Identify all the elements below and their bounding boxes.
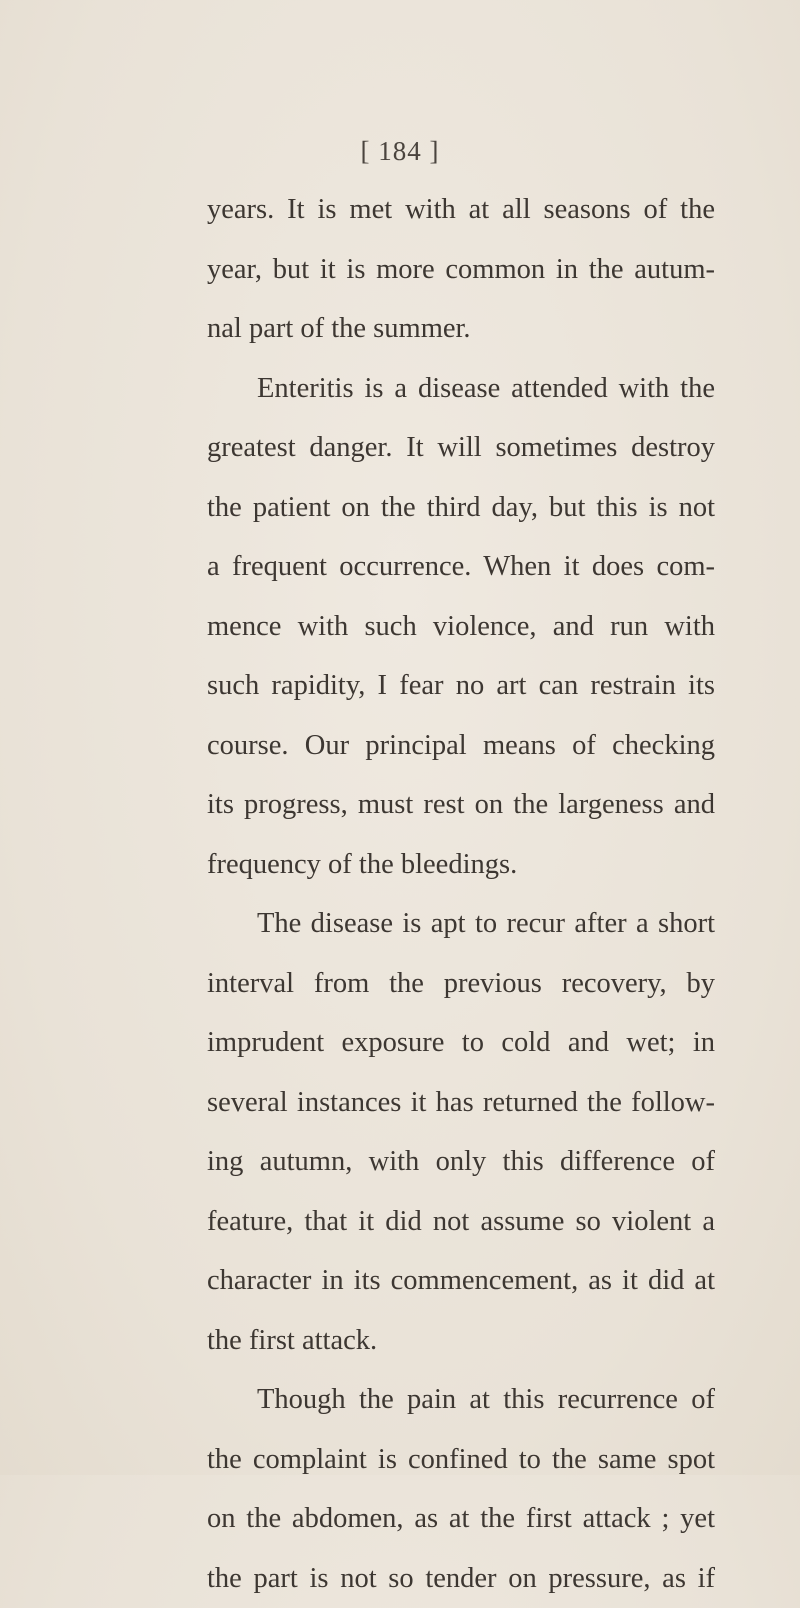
- text-line: character in its commencement, as it did at: [207, 1251, 715, 1311]
- text-line: Though the pain at this recurrence of: [207, 1370, 715, 1430]
- body-text: [207, 180, 715, 1608]
- text-line: several instances it has returned the follow-: [207, 1073, 715, 1133]
- text-line: on the abdomen, as at the first attack ; yet: [207, 1489, 715, 1549]
- text-line: interval from the previous recovery, by: [207, 954, 715, 1014]
- text-line: a frequent occurrence. When it does com-: [207, 537, 715, 597]
- text-line: the complaint is confined to the same spot: [207, 1430, 715, 1490]
- page-number: [ 184 ]: [0, 136, 800, 167]
- text-line: Enteritis is a disease attended with the: [207, 359, 715, 419]
- text-line: greatest danger. It will sometimes destroy: [207, 418, 715, 478]
- text-line: such rapidity, I fear no art can restrain its: [207, 656, 715, 716]
- text-line: years. It is met with at all seasons of the: [207, 180, 715, 240]
- text-line: the patient on the third day, but this is not: [207, 478, 715, 538]
- text-line: mence with such violence, and run with: [207, 597, 715, 657]
- text-line: the first attack.: [207, 1311, 715, 1371]
- text-line: imprudent exposure to cold and wet; in: [207, 1013, 715, 1073]
- text-line: course. Our principal means of checking: [207, 716, 715, 776]
- text-line: year, but it is more common in the autum-: [207, 240, 715, 300]
- text-line: The disease is apt to recur after a short: [207, 894, 715, 954]
- text-line: ing autumn, with only this difference of: [207, 1132, 715, 1192]
- text-line: frequency of the bleedings.: [207, 835, 715, 895]
- text-line: its progress, must rest on the largeness and: [207, 775, 715, 835]
- text-line: the part is not so tender on pressure, as if: [207, 1549, 715, 1608]
- text-line: nal part of the summer.: [207, 299, 715, 359]
- text-line: feature, that it did not assume so violent a: [207, 1192, 715, 1252]
